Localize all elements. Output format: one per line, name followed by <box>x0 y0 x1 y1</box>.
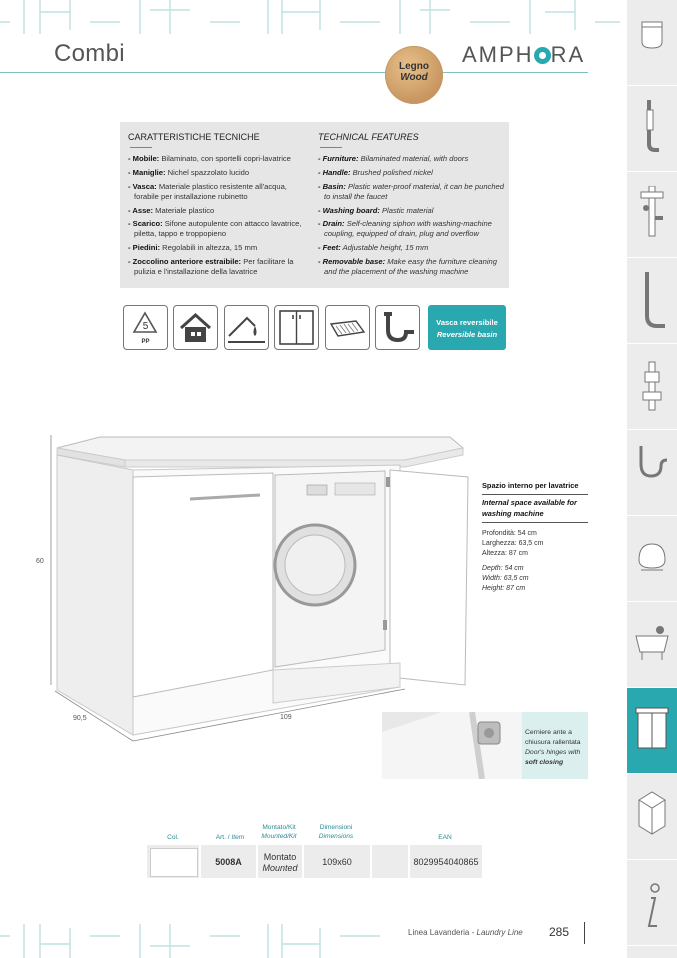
color-swatch-cell <box>147 845 199 878</box>
feature-item <box>128 257 313 277</box>
category-sidebar <box>627 0 677 958</box>
color-swatch-white <box>150 848 198 877</box>
title-accent-bar <box>320 147 342 149</box>
empty-cell <box>372 845 408 878</box>
feature-item <box>318 154 506 164</box>
toilet-seat-icon[interactable] <box>627 516 677 602</box>
feature-item-text: Plastic material <box>379 205 434 215</box>
hinge-detail <box>382 712 588 779</box>
fill-valve-icon[interactable] <box>627 172 677 258</box>
reversible-basin-en: Reversible basin <box>436 330 498 340</box>
feature-item <box>318 257 506 277</box>
ean-cell: 8029954040865 <box>410 845 482 878</box>
siphon-icon <box>375 305 420 350</box>
header-item <box>205 834 255 843</box>
top-decoration <box>0 0 620 34</box>
material-badge-en: Wood <box>400 72 428 83</box>
mounted-cell <box>258 845 302 878</box>
feature-item-label: - Washing board: <box>318 205 380 215</box>
reversible-basin-badge <box>428 305 506 350</box>
header-item-it: Art. / <box>215 834 232 841</box>
feature-item-text: Regolabili in altezza, 15 mm <box>160 243 258 253</box>
feature-item-text: Bilaminated material, with doors <box>358 154 469 164</box>
feature-item-label: - Vasca: <box>128 181 157 191</box>
feature-item-label: - Zoccolino anteriore estraibile: <box>128 257 242 267</box>
header-mounted-en: Mounted/Kit <box>261 832 297 840</box>
internal-space-title-it: Spazio interno per lavatrice <box>482 481 579 490</box>
feature-item-label: - Piedini: <box>128 243 161 253</box>
feature-item <box>128 219 313 239</box>
title-accent-bar <box>130 147 152 149</box>
feature-item-label: - Basin: <box>318 181 346 191</box>
internal-width-en: Width: 63,5 cm <box>482 575 529 583</box>
internal-space-title-en: Internal space available for washing machine <box>482 498 577 518</box>
feature-item-label: - Maniglie: <box>128 168 166 178</box>
dimension-width: 109 <box>280 714 292 721</box>
feature-item-text: Per facilitare la pulizia e l'installazione della lavatrice <box>134 257 294 276</box>
divider <box>482 494 588 495</box>
feature-item-text: Self-cleaning siphon with washing-machine coupling, equipped of drain, plug and overflow <box>324 219 492 239</box>
feature-item-text: Sifone autopulente con attacco lavatrice, piletta, tappo e troppopieno <box>134 219 302 239</box>
recycle-pp-icon <box>123 305 168 350</box>
feature-item-text: Brushed polished nickel <box>350 168 433 178</box>
dimensions-cell: 109x60 <box>304 845 370 878</box>
brand-logo-part1: AMPH <box>462 42 534 67</box>
header-mounted <box>255 824 303 841</box>
reversible-basin-it: Vasca reversibile <box>436 318 498 327</box>
features-it <box>128 132 313 281</box>
flush-valve-icon[interactable] <box>627 344 677 430</box>
bend-pipe-icon[interactable] <box>627 258 677 344</box>
title-underline <box>0 72 588 73</box>
feature-item-label: - Scarico: <box>128 219 163 229</box>
feature-item-label: - Drain: <box>318 219 345 229</box>
internal-space-info <box>482 481 588 594</box>
internal-depth-it: Profondità: 54 cm <box>482 530 537 538</box>
footer-line <box>408 928 523 937</box>
item-code-cell: 5008A <box>201 845 256 878</box>
product-illustration <box>45 415 475 745</box>
feature-item-label: - Asse: <box>128 205 154 215</box>
hinge-caption-en-a: Door's hinges with <box>525 748 581 756</box>
header-ean: EAN <box>438 834 452 841</box>
feature-item <box>318 219 506 239</box>
feature-item-text: Plastic water-proof material, it can be punched to install the faucet <box>324 181 505 201</box>
feature-item <box>318 243 506 253</box>
internal-height-en: Height: 87 cm <box>482 585 526 593</box>
feature-item-label: - Furniture: <box>318 154 359 164</box>
feature-item-label: - Handle: <box>318 168 351 178</box>
hinge-caption-en-b: soft closing <box>525 758 564 766</box>
feature-item <box>318 182 506 202</box>
cistern-icon[interactable] <box>627 0 677 86</box>
flush-pipe-icon[interactable] <box>627 86 677 172</box>
feature-item <box>318 206 506 216</box>
mounted-en: Mounted <box>262 863 298 874</box>
technical-features-panel <box>120 122 509 288</box>
header-mounted-it: Montato/Kit <box>262 824 296 831</box>
cabinet-doors-icon <box>274 305 319 350</box>
feature-item <box>318 168 506 178</box>
features-en <box>318 132 506 281</box>
bottom-decoration <box>0 924 400 958</box>
brand-logo-part2: RA <box>550 42 586 67</box>
header-dimensions <box>306 824 366 841</box>
hinge-caption-it: Cerniere ante a chiusura rallentata <box>525 729 581 746</box>
brand-logo <box>462 42 585 68</box>
hinge-photo <box>382 712 522 779</box>
page-number-divider <box>584 922 585 944</box>
page-number: 285 <box>549 925 570 939</box>
internal-height-it: Altezza: 87 cm <box>482 549 528 557</box>
recycle-code: 5 <box>142 321 149 332</box>
feature-item-text: Adjustable height, 15 mm <box>340 243 429 253</box>
recycle-material: PP <box>141 339 150 345</box>
dimension-height: 60 <box>36 558 44 565</box>
feature-item <box>128 182 313 202</box>
mounted-it: Montato <box>263 852 297 862</box>
header-dimensions-en: Dimensions <box>318 832 354 840</box>
feature-item-text: Make easy the furniture cleaning and the placement of the washing machine <box>324 257 497 276</box>
feature-item-text: Materiale plastico resistente all'acqua, forabile per installazione rubinetto <box>134 181 287 201</box>
info-icon[interactable] <box>627 860 677 946</box>
divider <box>482 522 588 523</box>
feature-item <box>128 168 313 178</box>
home-icon <box>173 305 218 350</box>
features-en-title: TECHNICAL FEATURES <box>318 132 419 142</box>
washboard-icon <box>325 305 370 350</box>
laundry-cabinet-icon[interactable] <box>627 688 677 774</box>
dimension-depth: 90,5 <box>73 715 87 722</box>
siphon-sidebar-icon[interactable] <box>627 430 677 516</box>
feature-item-text: Nichel spazzolato lucido <box>165 168 250 178</box>
logo-o-icon <box>534 47 551 64</box>
header-col: Col. <box>167 834 179 841</box>
cabinet-box-icon[interactable] <box>627 774 677 860</box>
feature-item-label: - Mobile: <box>128 154 160 164</box>
feature-item <box>128 206 313 216</box>
header-dimensions-it: Dimensioni <box>319 824 353 831</box>
internal-width-it: Larghezza: 63,5 cm <box>482 539 544 547</box>
feature-item-label: - Feet: <box>318 243 341 253</box>
basin-water-icon <box>224 305 269 350</box>
material-badge <box>385 46 443 104</box>
features-it-title: CARATTERISTICHE TECNICHE <box>128 132 260 142</box>
footer-line-it: Linea Lavanderia - <box>408 928 477 937</box>
material-badge-it: Legno <box>399 61 429 72</box>
feature-item-label: - Removable base: <box>318 257 386 267</box>
header-item-en: Item <box>231 834 245 841</box>
internal-depth-en: Depth: 54 cm <box>482 565 524 573</box>
hinge-caption <box>522 712 588 779</box>
laundry-tub-icon[interactable] <box>627 602 677 688</box>
feature-item-text: Bilaminato, con sportelli copri-lavatrice <box>159 154 291 164</box>
feature-item <box>128 243 313 253</box>
footer-line-en: Laundry Line <box>476 928 523 937</box>
feature-item-text: Materiale plastico <box>153 205 215 215</box>
page-title: Combi <box>54 40 125 67</box>
feature-item <box>128 154 313 164</box>
